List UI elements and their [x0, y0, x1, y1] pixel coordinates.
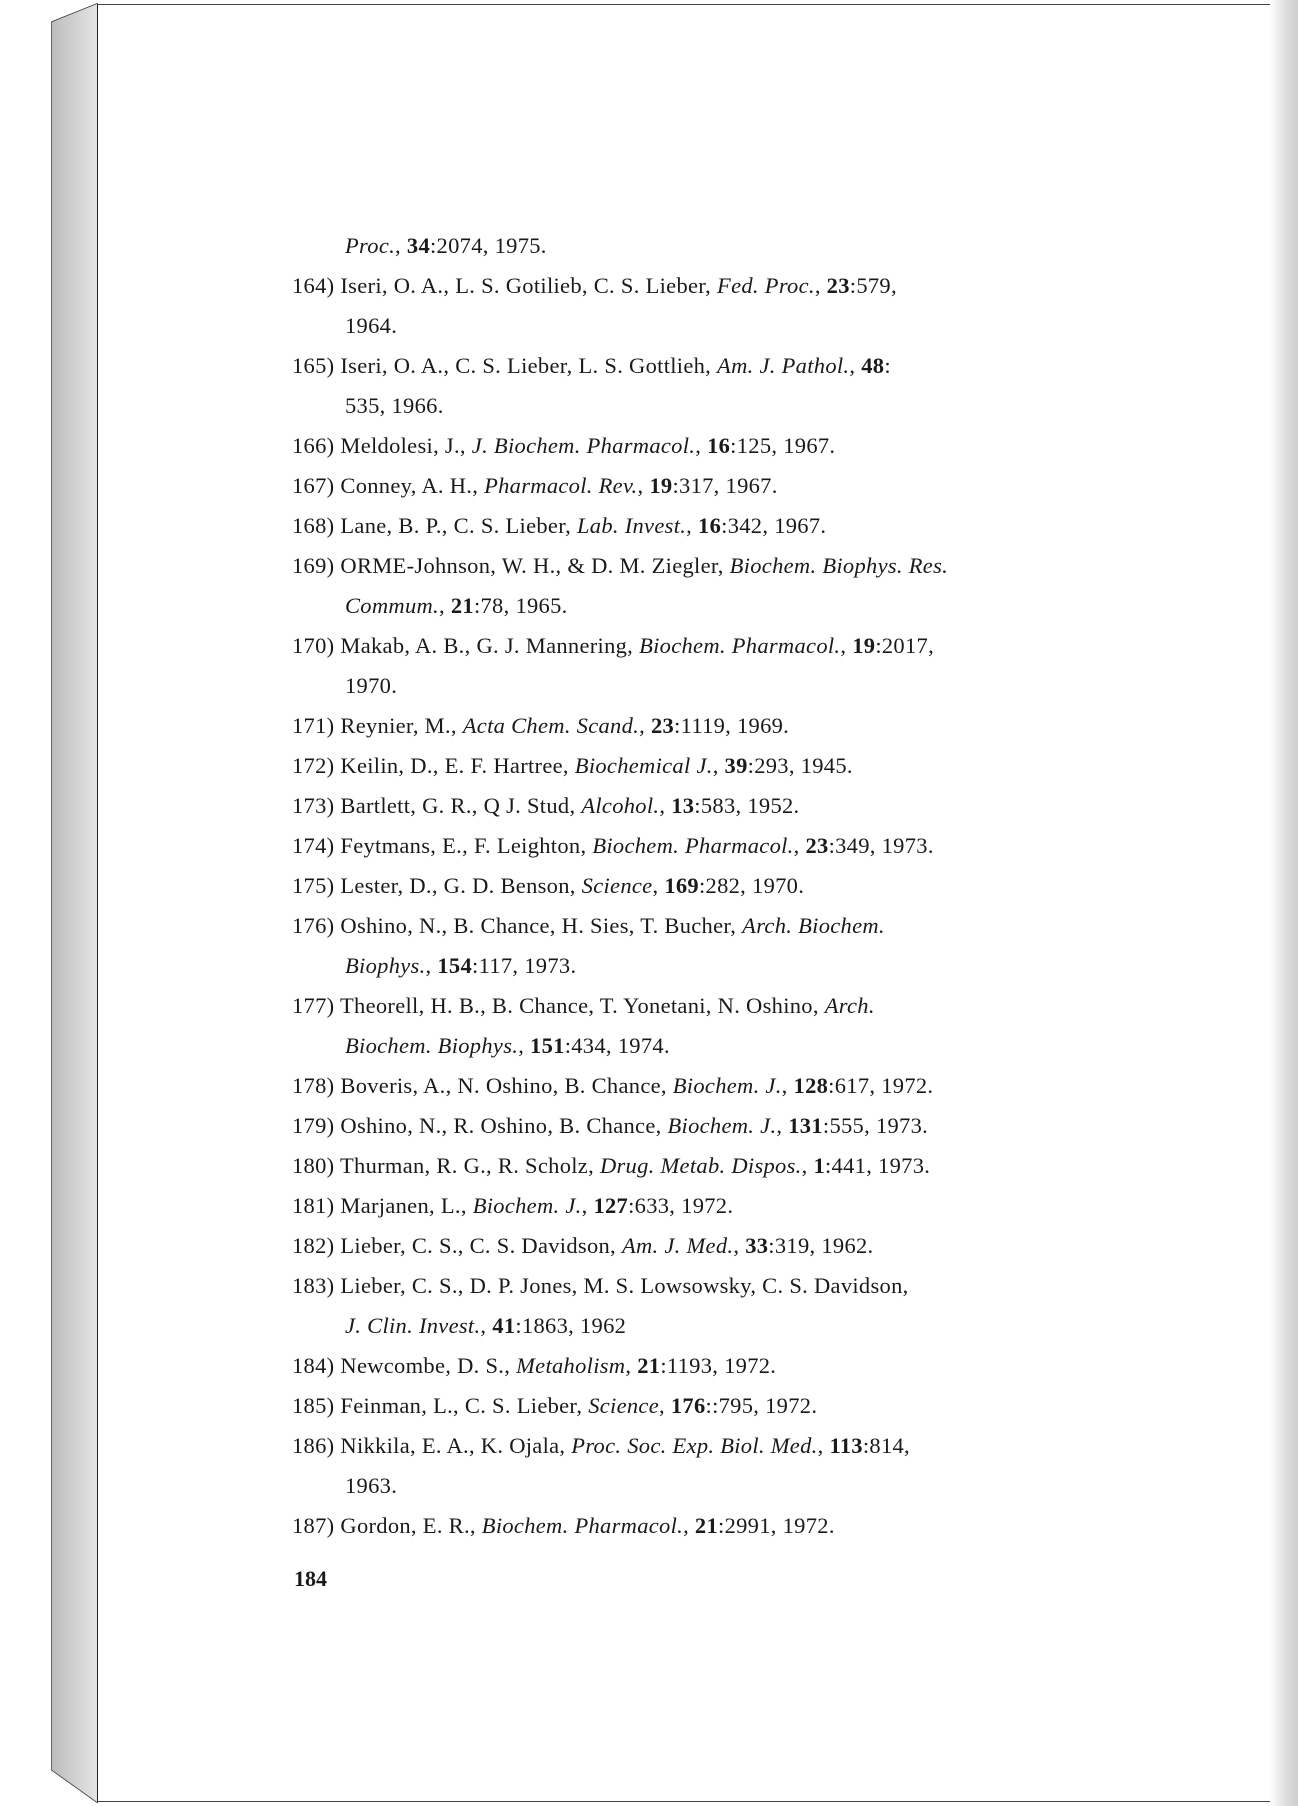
reference-number: 172) [292, 753, 335, 778]
reference-volume: 128 [793, 1073, 829, 1098]
reference-journal: Acta Chem. Scand. [462, 713, 640, 738]
reference-line-continued: 535, 1966. [345, 393, 444, 418]
reference-line: 168) Lane, B. P., C. S. Lieber, Lab. Invest., 16:342, 1967. [292, 513, 827, 538]
reference-journal: Science [581, 873, 653, 898]
reference-number: 187) [292, 1513, 335, 1538]
reference-line-continued: 1963. [345, 1473, 398, 1498]
reference-entry [292, 626, 1122, 706]
reference-entry [292, 1426, 1122, 1506]
reference-pages: ::795, 1972. [705, 1393, 818, 1418]
page-edge-shadow [1270, 0, 1298, 1806]
reference-entry [292, 1106, 1122, 1146]
reference-number: 180) [292, 1153, 335, 1178]
reference-journal: Am. J. Pathol. [717, 353, 850, 378]
reference-line [292, 986, 1122, 1026]
reference-number: 167) [292, 473, 335, 498]
reference-pages: :555, 1973. [822, 1113, 929, 1138]
reference-continuation: Proc., 34:2074, 1975. [345, 233, 547, 258]
reference-authors: Boveris, A., N. Oshino, B. Chance, [340, 1073, 667, 1098]
reference-volume: 151 [530, 1033, 565, 1058]
reference-journal: Biochemical J. [574, 753, 713, 778]
reference-volume: 23 [826, 273, 850, 298]
reference-volume: 23 [650, 713, 675, 738]
reference-number: 165) [292, 353, 335, 378]
reference-authors: Bartlett, G. R., Q J. Stud, [340, 793, 576, 818]
reference-journal: Lab. Invest. [576, 513, 687, 538]
reference-volume: 169 [664, 873, 699, 898]
reference-volume: 1 [813, 1153, 825, 1178]
reference-entry [292, 1266, 1122, 1346]
reference-pages: :617, 1972. [828, 1073, 934, 1098]
reference-number: 182) [292, 1233, 335, 1258]
reference-entry [292, 786, 1122, 826]
reference-authors: Makab, A. B., G. J. Mannering, [340, 633, 634, 658]
reference-number: 184) [292, 1353, 335, 1378]
reference-authors: Meldolesi, J., [340, 433, 466, 458]
reference-authors: Keilin, D., E. F. Hartree, [340, 753, 569, 778]
reference-journal: Biochem. J. [472, 1193, 582, 1218]
reference-number: 174) [292, 833, 335, 858]
reference-line: 179) Oshino, N., R. Oshino, B. Chance, Biochem. J., 131:555, 1973. [292, 1113, 929, 1138]
reference-entry [292, 906, 1122, 986]
reference-entry [292, 866, 1122, 906]
reference-authors: Newcombe, D. S., [340, 1353, 511, 1378]
reference-volume: 33 [745, 1233, 769, 1258]
reference-entry [292, 826, 1122, 866]
reference-volume: 154 [437, 953, 473, 978]
reference-authors: Reynier, M., [340, 713, 457, 738]
reference-pages: :2991, 1972. [718, 1513, 835, 1538]
reference-number: 181) [292, 1193, 335, 1218]
reference-line: 186) Nikkila, E. A., K. Ojala, Proc. Soc. Exp. Biol. Med., 113:814, [292, 1433, 910, 1458]
reference-number: 178) [292, 1073, 335, 1098]
reference-number: 171) [292, 713, 335, 738]
reference-authors: Iseri, O. A., L. S. Gotilieb, C. S. Lieber, [340, 273, 712, 298]
reference-number: 168) [292, 513, 335, 538]
reference-line [292, 906, 1122, 946]
reference-volume: 176 [670, 1393, 706, 1418]
reference-line: 167) Conney, A. H., Pharmacol. Rev., 19:317, 1967. [292, 473, 778, 498]
reference-journal: Biochem. Pharmacol. [592, 833, 794, 858]
reference-line: 165) Iseri, O. A., C. S. Lieber, L. S. Gottlieh, Am. J. Pathol., 48: [292, 353, 891, 378]
reference-pages: :1119, 1969. [674, 713, 790, 738]
reference-pages: :1193, 1972. [660, 1353, 777, 1378]
reference-line: 178) Boveris, A., N. Oshino, B. Chance, Biochem. J., 128:617, 1972. [292, 1073, 934, 1098]
reference-entry [292, 546, 1122, 626]
reference-volume: 19 [852, 633, 876, 658]
reference-line: 172) Keilin, D., E. F. Hartree, Biochemical J., 39:293, 1945. [292, 753, 853, 778]
continuation-rest: :2074, 1975. [430, 233, 547, 258]
book-spine [0, 0, 100, 1806]
reference-line: 180) Thurman, R. G., R. Scholz, Drug. Metab. Dispos., 1:441, 1973. [292, 1153, 931, 1178]
reference-entry [292, 1506, 1122, 1546]
reference-authors: Conney, A. H., [340, 473, 479, 498]
reference-journal: Pharmacol. Rev. [484, 473, 638, 498]
reference-line: 181) Marjanen, L., Biochem. J., 127:633, 1972. [292, 1193, 734, 1218]
reference-journal-continued: Commum. [345, 593, 439, 618]
reference-entry [292, 1186, 1122, 1226]
reference-authors: Lane, B. P., C. S. Lieber, [340, 513, 572, 538]
reference-entry [292, 346, 1122, 426]
reference-pages: :633, 1972. [628, 1193, 734, 1218]
reference-pages: :1863, 1962 [515, 1313, 627, 1338]
reference-line: 184) Newcombe, D. S., Metaholism, 21:1193, 1972. [292, 1353, 777, 1378]
reference-volume: 131 [788, 1113, 823, 1138]
reference-authors: Gordon, E. R., [340, 1513, 476, 1538]
reference-pages: :2017, [875, 633, 934, 658]
reference-number: 186) [292, 1433, 335, 1458]
reference-authors: Thurman, R. G., R. Scholz, [339, 1153, 595, 1178]
reference-authors: Lieber, C. S., D. P. Jones, M. S. Lowsowsky, C. S. Davidson, [340, 1273, 909, 1298]
reference-number: 164) [292, 273, 335, 298]
reference-journal: Drug. Metab. Dispos. [599, 1153, 802, 1178]
reference-entry [292, 466, 1122, 506]
reference-volume: 21 [694, 1513, 719, 1538]
reference-entry [292, 1386, 1122, 1426]
reference-authors: Feytmans, E., F. Leighton, [340, 833, 587, 858]
reference-authors: ORME-Johnson, W. H., & D. M. Ziegler, [340, 553, 724, 578]
reference-number: 170) [292, 633, 335, 658]
reference-line: 164) Iseri, O. A., L. S. Gotilieb, C. S. Lieber, Fed. Proc., 23:579, [292, 273, 897, 298]
reference-volume: 41 [492, 1313, 516, 1338]
reference-authors: Nikkila, E. A., K. Ojala, [340, 1433, 566, 1458]
reference-volume: 16 [698, 513, 722, 538]
reference-entry [292, 706, 1122, 746]
reference-number: 179) [292, 1113, 335, 1138]
reference-journal: Arch. Biochem. [742, 913, 885, 938]
reference-volume: 48 [861, 353, 885, 378]
reference-entry [292, 426, 1122, 466]
reference-journal: Metaholism [516, 1353, 626, 1378]
reference-volume: 19 [649, 473, 673, 498]
reference-journal: Alcohol. [581, 793, 660, 818]
reference-entry [292, 266, 1122, 346]
reference-number: 173) [292, 793, 335, 818]
reference-entry [292, 1066, 1122, 1106]
reference-line: 174) Feytmans, E., F. Leighton, Biochem. Pharmacol., 23:349, 1973. [292, 833, 934, 858]
reference-line: 182) Lieber, C. S., C. S. Davidson, Am. J. Med., 33:319, 1962. [292, 1233, 874, 1258]
reference-entry [292, 1146, 1122, 1186]
reference-authors: Lieber, C. S., C. S. Davidson, [340, 1233, 616, 1258]
reference-pages: :579, [849, 273, 897, 298]
reference-entry [292, 746, 1122, 786]
reference-journal: Biochem. J. [672, 1073, 782, 1098]
reference-authors: Oshino, N., B. Chance, H. Sies, T. Bucher, [340, 913, 737, 938]
reference-journal: Biochem. Pharmacol. [639, 633, 841, 658]
reference-number: 166) [292, 433, 335, 458]
reference-pages: :282, 1970. [698, 873, 805, 898]
reference-pages: :349, 1973. [828, 833, 934, 858]
reference-line-continued: Commum., 21:78, 1965. [345, 593, 568, 618]
reference-volume: 21 [637, 1353, 661, 1378]
reference-journal: Biochem. Pharmacol. [481, 1513, 684, 1538]
reference-line: 170) Makab, A. B., G. J. Mannering, Biochem. Pharmacol., 19:2017, [292, 633, 934, 658]
reference-pages: :317, 1967. [672, 473, 778, 498]
reference-journal-continued: J. Clin. Invest. [345, 1313, 481, 1338]
reference-volume: 23 [805, 833, 829, 858]
reference-journal: Science [588, 1393, 660, 1418]
reference-pages: :441, 1973. [825, 1153, 931, 1178]
reference-volume: 13 [671, 793, 695, 818]
reference-pages: :117, 1973. [472, 953, 577, 978]
reference-volume: 21 [450, 593, 474, 618]
reference-line-continued: 1964. [345, 313, 398, 338]
reference-entry [292, 1346, 1122, 1386]
reference-line-continued: J. Clin. Invest., 41:1863, 1962 [345, 1313, 627, 1338]
continuation-volume: 34 [406, 233, 430, 258]
reference-volume: 39 [724, 753, 748, 778]
reference-number: 183) [292, 1273, 335, 1298]
reference-pages: :125, 1967. [730, 433, 836, 458]
reference-line [292, 546, 1122, 586]
reference-line [292, 1266, 1122, 1306]
reference-number: 177) [292, 993, 335, 1018]
reference-line-continued: Biochem. Biophys., 151:434, 1974. [345, 1033, 670, 1058]
reference-entries [292, 266, 1122, 1546]
reference-entry [292, 986, 1122, 1066]
reference-journal-continued: Biophys. [345, 953, 426, 978]
reference-line: 173) Bartlett, G. R., Q J. Stud, Alcohol., 13:583, 1952. [292, 793, 800, 818]
reference-pages: :293, 1945. [747, 753, 853, 778]
reference-authors: Iseri, O. A., C. S. Lieber, L. S. Gottlieh, [340, 353, 712, 378]
reference-line: 166) Meldolesi, J., J. Biochem. Pharmacol., 16:125, 1967. [292, 433, 836, 458]
reference-journal: Biochem. J. [667, 1113, 777, 1138]
continuation-journal: Proc. [345, 233, 396, 258]
reference-number: 176) [292, 913, 335, 938]
reference-journal: Fed. Proc. [717, 273, 815, 298]
reference-entry [292, 506, 1122, 546]
reference-pages: : [884, 353, 891, 378]
reference-line: 171) Reynier, M., Acta Chem. Scand., 23:1119, 1969. [292, 713, 790, 738]
reference-pages: :319, 1962. [768, 1233, 874, 1258]
reference-pages: :78, 1965. [473, 593, 568, 618]
reference-pages: :814, [862, 1433, 910, 1458]
reference-authors: Oshino, N., R. Oshino, B. Chance, [340, 1113, 662, 1138]
reference-pages: :434, 1974. [564, 1033, 670, 1058]
reference-journal: Biochem. Biophys. Res. [729, 553, 949, 578]
reference-volume: 127 [593, 1193, 629, 1218]
reference-line: 187) Gordon, E. R., Biochem. Pharmacol., 21:2991, 1972. [292, 1513, 835, 1538]
reference-authors: Lester, D., G. D. Benson, [340, 873, 576, 898]
reference-volume: 113 [829, 1433, 863, 1458]
reference-journal: Proc. Soc. Exp. Biol. Med. [571, 1433, 818, 1458]
reference-authors: Theorell, H. B., B. Chance, T. Yonetani, N. Oshino, [339, 993, 819, 1018]
reference-pages: :583, 1952. [694, 793, 800, 818]
page-number: 184 [294, 1566, 327, 1591]
reference-line: 185) Feinman, L., C. S. Lieber, Science, 176::795, 1972. [292, 1393, 818, 1418]
reference-journal: Arch. [824, 993, 875, 1018]
reference-line: 175) Lester, D., G. D. Benson, Science, 169:282, 1970. [292, 873, 805, 898]
reference-journal-continued: Biochem. Biophys. [345, 1033, 519, 1058]
reference-number: 169) [292, 553, 335, 578]
reference-line-continued: 1970. [345, 673, 398, 698]
reference-pages: :342, 1967. [721, 513, 827, 538]
reference-journal: J. Biochem. Pharmacol. [471, 433, 696, 458]
reference-authors: Feinman, L., C. S. Lieber, [340, 1393, 583, 1418]
reference-journal: Am. J. Med. [621, 1233, 734, 1258]
reference-line-continued: Biophys., 154:117, 1973. [345, 953, 577, 978]
reference-list [292, 226, 1122, 1546]
reference-entry [292, 1226, 1122, 1266]
reference-number: 185) [292, 1393, 335, 1418]
reference-volume: 16 [707, 433, 731, 458]
reference-number: 175) [292, 873, 335, 898]
reference-authors: Marjanen, L., [340, 1193, 467, 1218]
